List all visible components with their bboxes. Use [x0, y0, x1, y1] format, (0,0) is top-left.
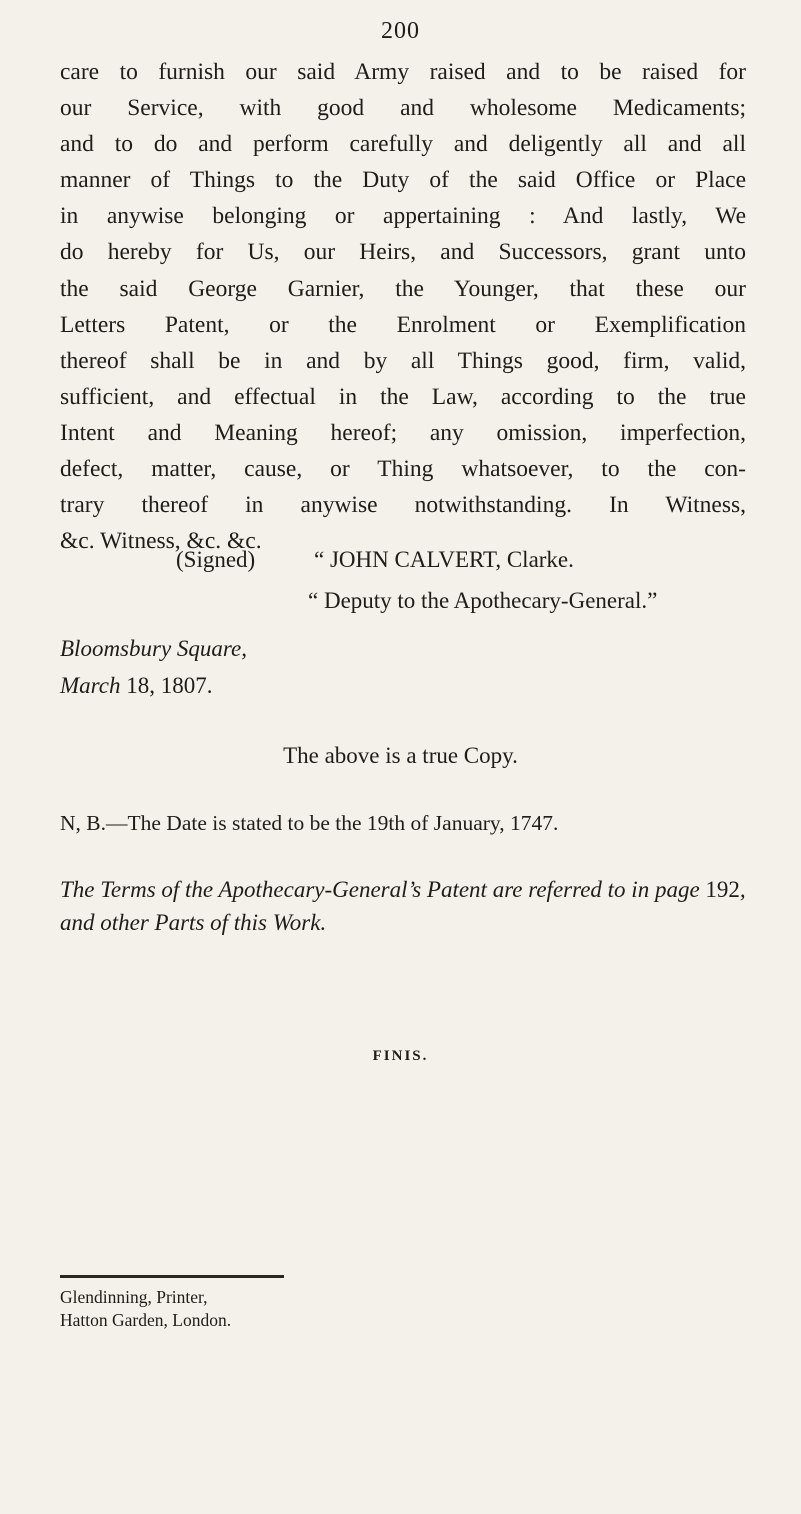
body-line: care to furnish our said Army raised and to be raised for — [60, 59, 746, 85]
true-copy-statement: The above is a true Copy. — [283, 743, 518, 768]
body-line: Letters Patent, or the Enrolment or Exemplification — [60, 311, 746, 338]
finis: FINIS. — [372, 1048, 429, 1064]
terms-reference — [60, 873, 750, 939]
date-day-year: 18, 1807. — [126, 673, 213, 698]
body-paragraph — [60, 54, 746, 559]
body-line: our Service, with good and wholesome Medicaments; — [60, 95, 746, 122]
nota-bene: N, B.—The Date is stated to be the 19th of January, 1747. — [60, 811, 559, 835]
terms-text-end: , and other Parts of this Work. — [60, 877, 746, 935]
printer-address: Hatton Garden, London. — [60, 1310, 232, 1330]
body-line: Intent and Meaning hereof; any omission, imperfection, — [60, 419, 746, 446]
page-reference: 192 — [705, 877, 740, 902]
printer-imprint — [60, 1286, 231, 1332]
date-month: March — [60, 673, 121, 698]
body-line: do hereby for Us, our Heirs, and Successors, grant unto — [60, 239, 746, 266]
terms-text: The Terms of the Apothecary-General’s Patent are referred to in page — [60, 877, 706, 902]
body-line: defect, matter, cause, or Thing whatsoever, to the con- — [60, 456, 746, 483]
date-line — [60, 667, 247, 704]
body-line: and to do and perform carefully and deligently all and all — [60, 131, 746, 158]
signatory-title: “ Deputy to the Apothecary-General.” — [308, 588, 658, 613]
place-date — [60, 630, 247, 704]
body-line: thereof shall be in and by all Things good, firm, valid, — [60, 347, 746, 374]
body-line: the said George Garnier, the Younger, that these our — [60, 275, 746, 302]
signed-label: (Signed) — [176, 547, 256, 572]
body-line: trary thereof in anywise notwithstanding. In Witness, — [60, 492, 746, 519]
place-name: Bloomsbury Square, — [60, 636, 247, 661]
page-number: 200 — [381, 18, 420, 44]
body-line: sufficient, and effectual in the Law, according to the true — [60, 383, 746, 410]
signature-block — [176, 547, 574, 573]
divider-rule — [60, 1275, 284, 1278]
body-line: &c. Witness, &c. &c. — [60, 528, 262, 555]
printer-name: Glendinning, Printer, — [60, 1287, 208, 1307]
body-line: manner of Things to the Duty of the said Office or Place — [60, 167, 746, 194]
body-line: in anywise belonging or appertaining : And lastly, We — [60, 203, 746, 230]
signatory-name: “ JOHN CALVERT, Clarke. — [314, 547, 574, 572]
